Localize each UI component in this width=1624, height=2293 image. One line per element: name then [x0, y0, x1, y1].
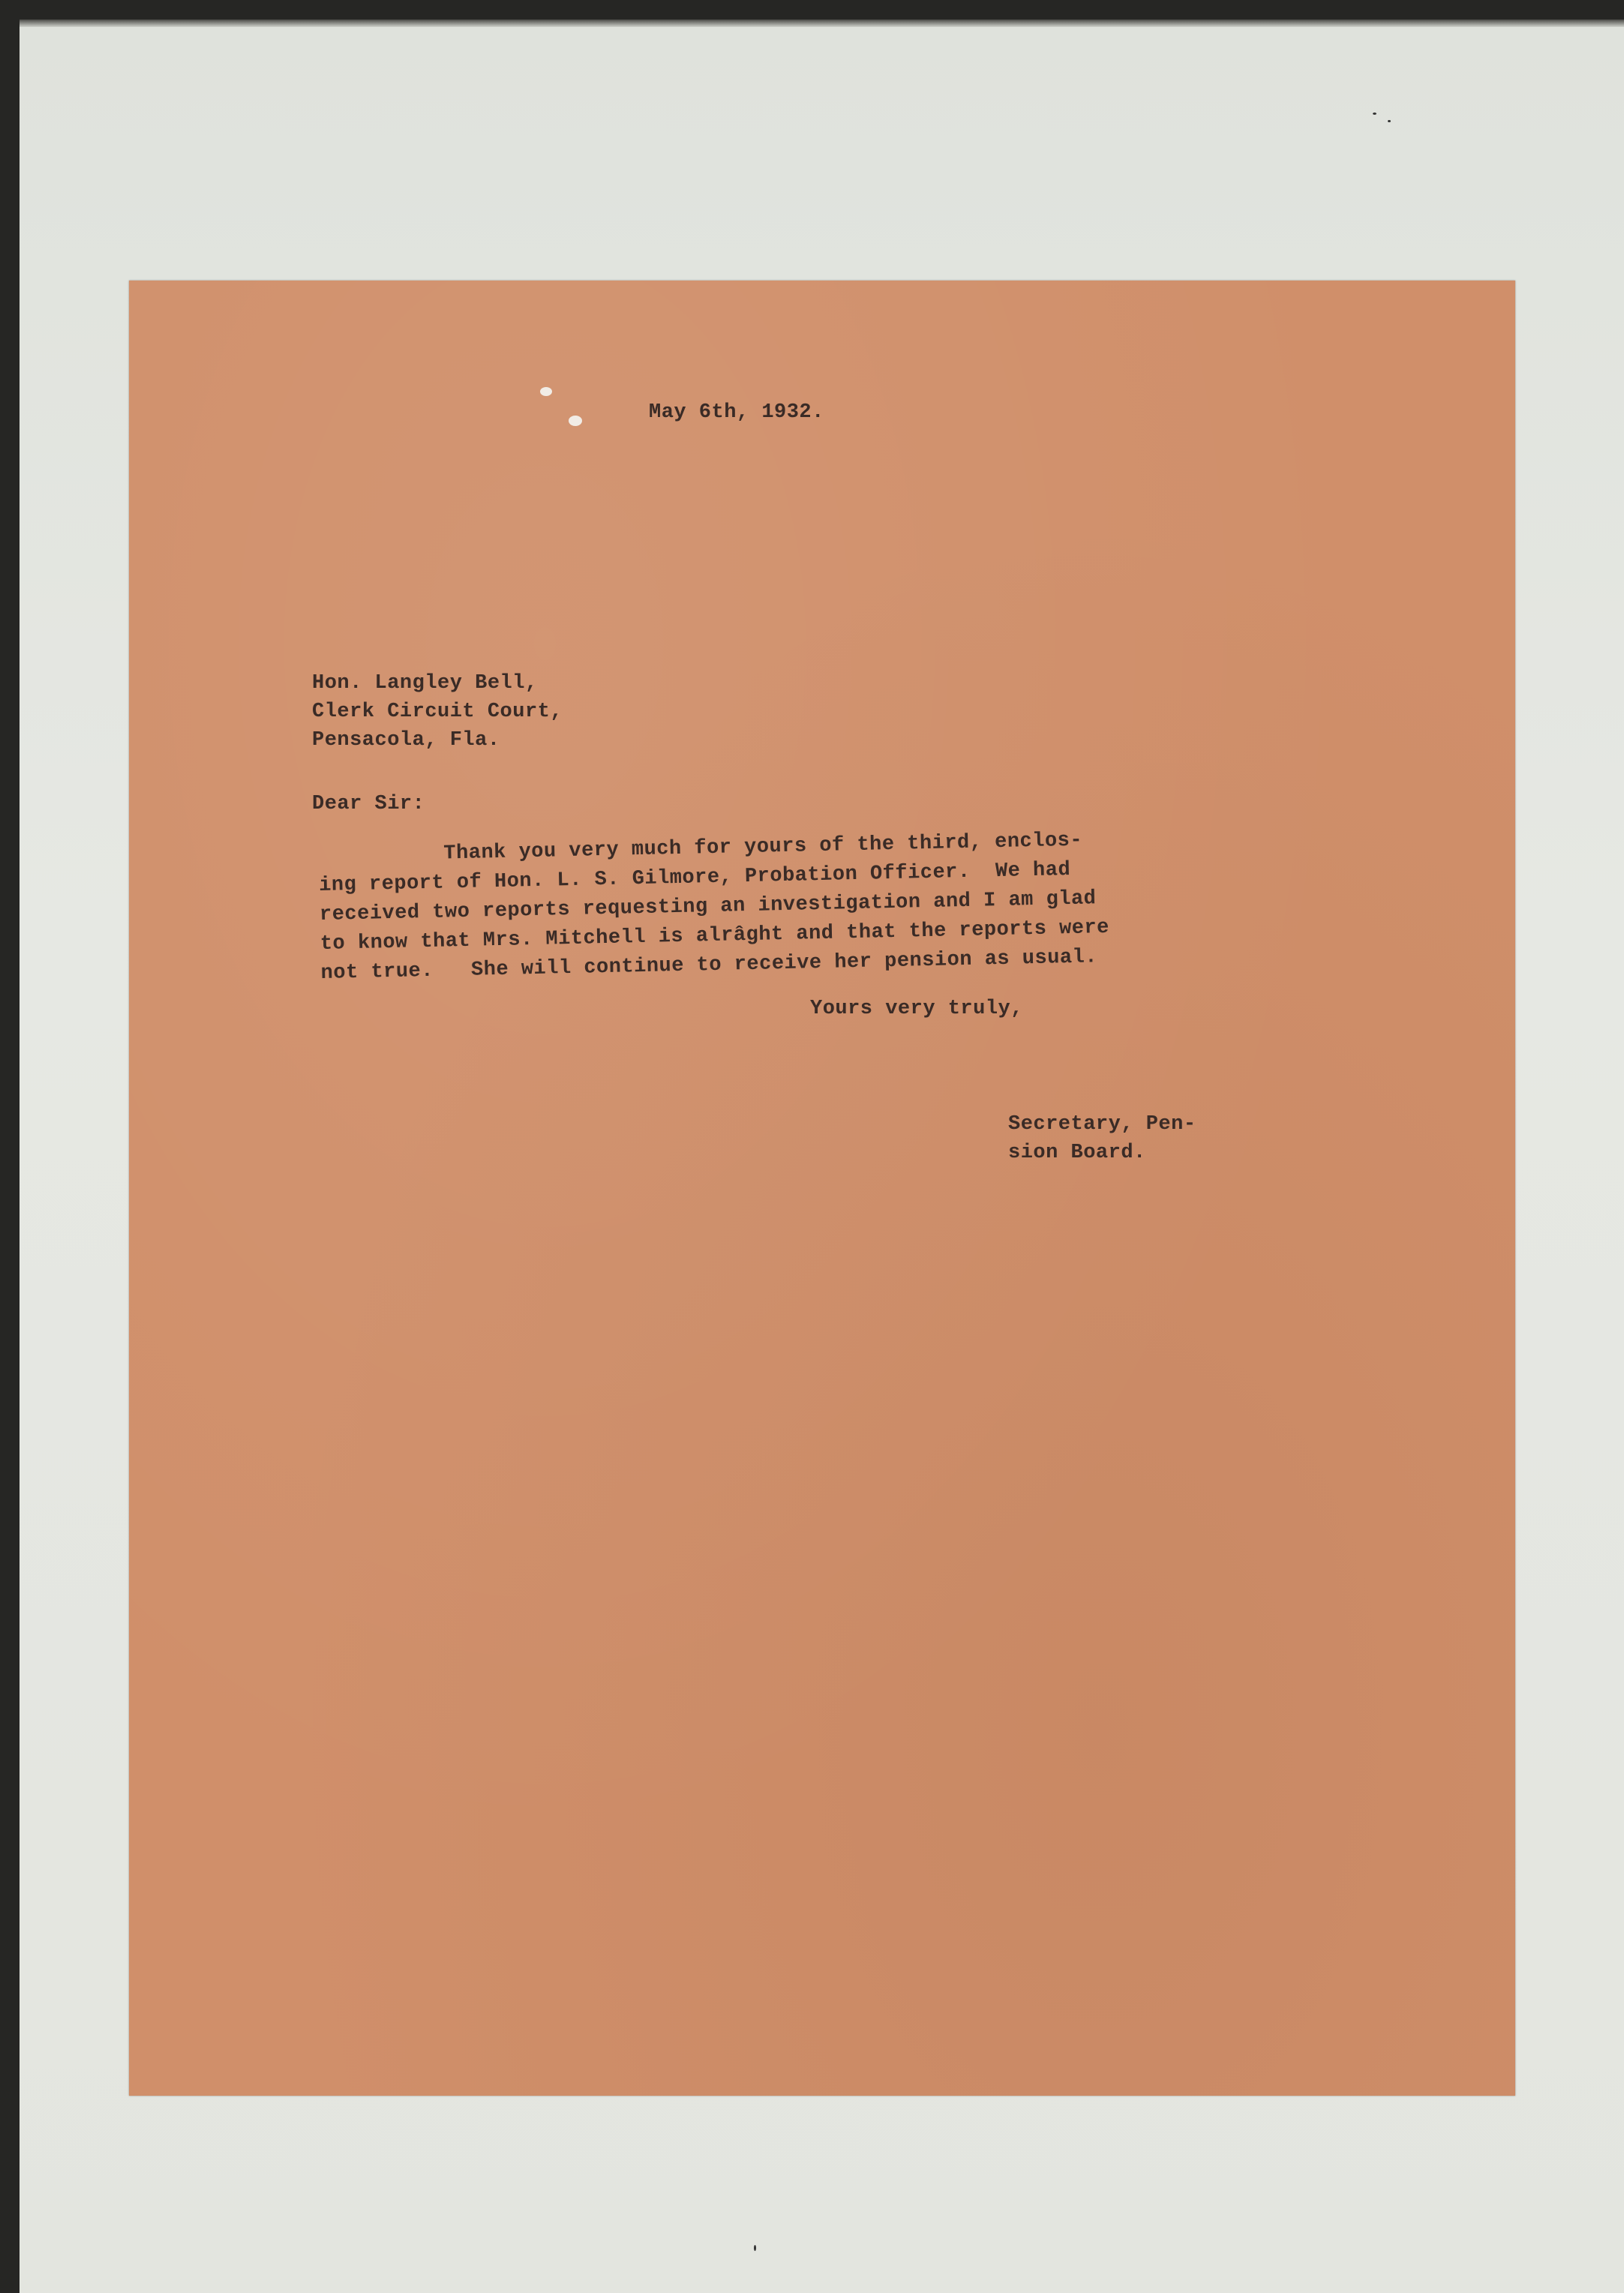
- recipient-line: Pensacola, Fla.: [312, 729, 500, 752]
- dust-speck: [1388, 120, 1391, 122]
- recipient-line: Hon. Langley Bell,: [312, 672, 538, 695]
- dust-speck: [1373, 113, 1376, 115]
- recipient-line: Clerk Circuit Court,: [312, 701, 563, 723]
- paper-tear: [540, 387, 552, 396]
- body-line: not true. She will continue to receive her pension as usual.: [320, 946, 1098, 985]
- salutation: Dear Sir:: [312, 793, 425, 815]
- body-line: to know that Mrs. Mitchell is alrâght and that the reports were: [320, 916, 1110, 956]
- scanner-top-edge: [20, 20, 1624, 27]
- signature-line: Secretary, Pen-: [1008, 1113, 1196, 1136]
- signature-block: [1008, 1110, 1196, 1167]
- paper-tear: [569, 416, 582, 426]
- letter-body: [318, 826, 1110, 989]
- body-line: Thank you very much for yours of the third, enclos-: [318, 829, 1083, 868]
- letter-paper: [129, 281, 1515, 2096]
- body-line: received two reports requesting an investigation and I am glad: [319, 887, 1097, 926]
- complimentary-close: Yours very truly,: [810, 998, 1023, 1020]
- dust-speck: [754, 2245, 756, 2251]
- letter-date: May 6th, 1932.: [649, 401, 824, 424]
- recipient-address: [312, 669, 563, 755]
- body-line: ing report of Hon. L. S. Gilmore, Probation Officer. We had: [318, 859, 1071, 897]
- signature-line: sion Board.: [1008, 1142, 1146, 1164]
